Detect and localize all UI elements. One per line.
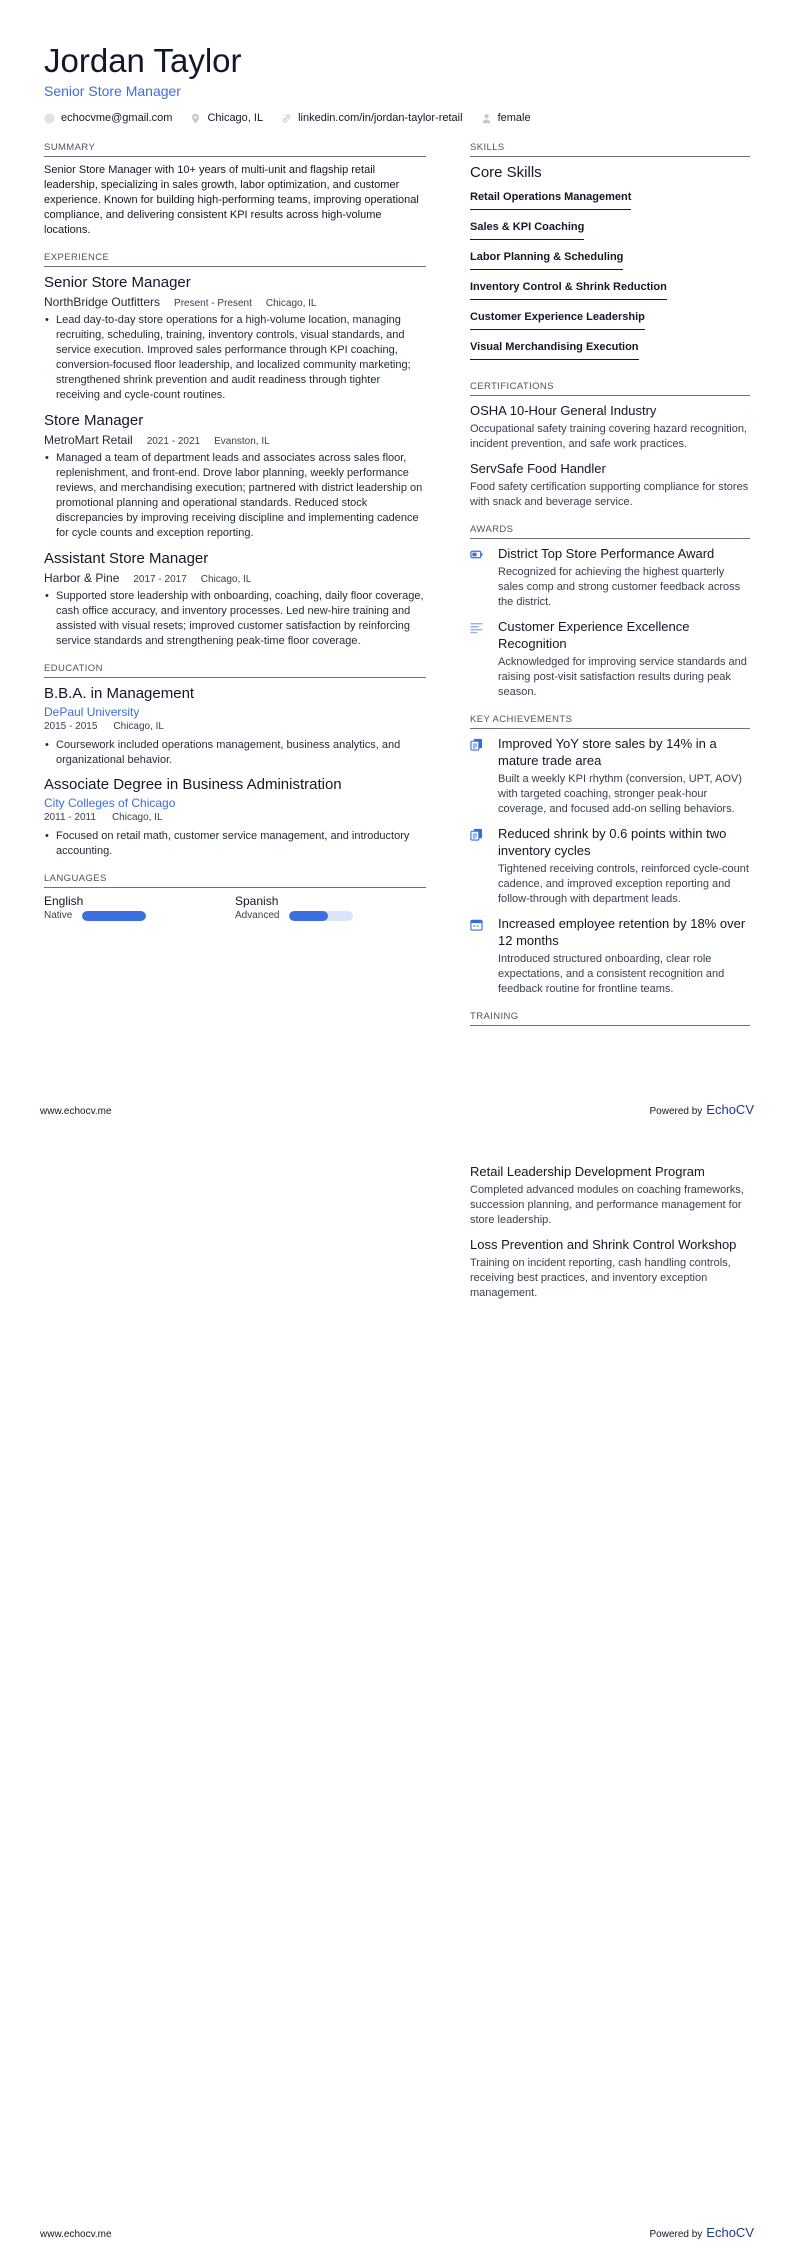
job-company: Harbor & Pine: [44, 571, 120, 585]
award-item: [470, 545, 750, 610]
job-date-separator: -: [211, 298, 215, 309]
job-entry: [44, 273, 426, 403]
skill-item: Labor Planning & Scheduling: [470, 250, 623, 270]
footer-brand[interactable]: EchoCV: [706, 1102, 754, 1117]
job-bullets: [44, 589, 426, 649]
education-degree: Associate Degree in Business Administration: [44, 776, 342, 793]
education-title: EDUCATION: [44, 663, 426, 678]
languages-section: [44, 873, 426, 921]
job-bullet: • Supported store leadership with onboarding, coaching, daily floor coverage, cash office accuracy, and inventory processes. Led new-hire training and assisted with visual resets; improved customer satisfaction by reinforcing service standards and strengthening peak-time floor coverage.: [56, 589, 426, 649]
job-entry: [44, 549, 426, 649]
resume-page-2: [0, 1123, 794, 2246]
contact-email-text: echocvme@gmail.com: [61, 112, 173, 124]
training-desc: Training on incident reporting, cash handling controls, receiving best practices, and inventory exception management.: [470, 1257, 731, 1299]
summary-title: SUMMARY: [44, 142, 426, 157]
language-list: [44, 894, 426, 921]
achievements-title: KEY ACHIEVEMENTS: [470, 714, 750, 729]
achievement-desc: Built a weekly KPI rhythm (conversion, UPT, AOV) with targeted coaching, stronger peak-hour coverage, and focused add-on selling behaviors.: [498, 773, 742, 815]
language-proficiency-bar: [82, 911, 146, 921]
training-item: [470, 1163, 750, 1228]
achievement-desc: Tightened receiving controls, reinforced cycle-count cadence, and improved exception reporting and follow-through with department leads.: [498, 863, 749, 905]
education-end: 2011: [74, 812, 96, 823]
contact-gender: [481, 112, 531, 124]
skills-heading: Core Skills: [470, 164, 542, 181]
job-start: 2017: [133, 574, 156, 585]
job-title: Senior Store Manager: [44, 274, 191, 291]
training-name: Retail Leadership Development Program: [470, 1164, 705, 1179]
job-title: Assistant Store Manager: [44, 550, 209, 567]
skills-section: [470, 142, 750, 367]
language-proficiency-fill: [82, 911, 146, 921]
education-entry: [44, 775, 426, 859]
footer-powered: [649, 2225, 754, 2240]
email-icon: [44, 113, 55, 124]
right-column: [470, 142, 750, 1040]
language-level: Advanced: [235, 910, 280, 921]
summary-section: [44, 142, 426, 238]
language-proficiency-bar: [289, 911, 353, 921]
language-name: Spanish: [235, 894, 279, 908]
language-row: [235, 910, 426, 921]
job-location: Chicago, IL: [265, 298, 317, 309]
job-location: Evanston, IL: [214, 436, 270, 447]
certification-name: ServSafe Food Handler: [470, 461, 606, 476]
language-item: [235, 894, 426, 921]
job-end: 2021: [177, 436, 201, 447]
job-company: NorthBridge Outfitters: [44, 295, 161, 309]
certification-name: OSHA 10-Hour General Industry: [470, 403, 657, 418]
language-proficiency-fill: [289, 911, 327, 921]
education-school: DePaul University: [44, 705, 140, 719]
achievement-desc: Introduced structured onboarding, clear role expectations, and a consistent recognition and feedback routine for frontline teams.: [498, 953, 725, 995]
battery-icon: [470, 545, 488, 610]
contact-list: [44, 112, 754, 124]
skill-item: Visual Merchandising Execution: [470, 340, 639, 360]
job-company: MetroMart Retail: [44, 433, 133, 447]
job-meta: [44, 433, 426, 447]
job-meta: [44, 295, 426, 309]
achievement-item: [470, 735, 750, 817]
education-bullets: [44, 829, 426, 859]
award-title: Customer Experience Excellence Recognition: [498, 619, 690, 651]
language-row: [44, 910, 235, 921]
education-dates: [44, 720, 97, 734]
skill-item: Customer Experience Leadership: [470, 310, 645, 330]
job-bullet: • Lead day-to-day store operations for a high-volume location, managing recruiting, scheduling, training, inventory controls, visual standards, and service execution. Improved sales performance through KPI coaching, conversion-focused floor leadership, and localized community marketing; strengthened shrink prevention and audit readiness through tighter receiving and cycle-count routines.: [56, 313, 426, 403]
align-lines-icon: [470, 618, 488, 700]
language-name: English: [44, 894, 84, 908]
job-bullet: • Managed a team of department leads and associates across sales floor, replenishment, and front-end. Drove labor planning, weekly performance reviews, and merchandising execution; partnered with district leadership on promotional planning and operational standards. Reduced stock discrepancies by improving receiving discipline and implementing cadence for cycle counts and exception reporting.: [56, 451, 426, 541]
job-date-separator: -: [158, 574, 162, 585]
award-desc: Recognized for achieving the highest quarterly sales comp and strong customer feedback across the district.: [498, 566, 741, 608]
education-date-separator: -: [69, 721, 73, 732]
education-date-separator: -: [68, 812, 72, 823]
education-location: Chicago, IL: [113, 721, 164, 732]
calendar-icon: [470, 915, 488, 997]
certification-item: [470, 402, 750, 452]
job-dates: [147, 436, 200, 447]
skills-title: SKILLS: [470, 142, 750, 157]
education-start: 2011: [44, 812, 66, 823]
job-bullets: [44, 313, 426, 403]
job-bullets: [44, 451, 426, 541]
training-section: [470, 1011, 750, 1026]
training-name: Loss Prevention and Shrink Control Workshop: [470, 1237, 737, 1252]
job-dates: [174, 298, 252, 309]
job-meta: [44, 571, 426, 585]
achievement-title: Improved YoY store sales by 14% in a mature trade area: [498, 736, 717, 768]
experience-section: [44, 252, 426, 649]
training-desc: Completed advanced modules on coaching frameworks, succession planning, and performance management for store leadership.: [470, 1184, 744, 1226]
page-footer: [40, 2225, 754, 2240]
award-item: [470, 618, 750, 700]
certification-desc: Food safety certification supporting compliance for stores with snack and beverage service.: [470, 481, 749, 508]
achievement-title: Reduced shrink by 0.6 points within two inventory cycles: [498, 826, 727, 858]
footer-brand[interactable]: EchoCV: [706, 2225, 754, 2240]
certifications-section: [470, 381, 750, 510]
summary-text: Senior Store Manager with 10+ years of multi-unit and flagship retail leadership, specializing in sales growth, labor optimization, and customer experience. Known for building high-performing teams, improving operational compliance, and delivering consistent KPI results across high-volume locations.: [44, 164, 419, 236]
right-column-continued: [470, 1163, 750, 1309]
education-meta: [44, 811, 426, 825]
skill-item: Retail Operations Management: [470, 190, 631, 210]
contact-email[interactable]: [44, 112, 172, 124]
education-entry: [44, 684, 426, 768]
job-entry: [44, 411, 426, 541]
language-level: Native: [44, 910, 73, 921]
job-title: Store Manager: [44, 412, 144, 429]
experience-title: EXPERIENCE: [44, 252, 426, 267]
left-column: [44, 142, 426, 935]
contact-location: [190, 112, 263, 124]
awards-title: AWARDS: [470, 524, 750, 539]
job-start: 2021: [146, 436, 169, 447]
job-start: Present: [174, 298, 209, 309]
education-meta: [44, 720, 426, 734]
contact-location-text: Chicago, IL: [207, 112, 264, 124]
award-desc: Acknowledged for improving service standards and raising post-visit satisfaction results during peak season.: [498, 656, 747, 698]
copy-doc-icon: [470, 735, 488, 817]
achievements-section: [470, 714, 750, 997]
certification-desc: Occupational safety training covering hazard recognition, incident prevention, and safe work practices.: [470, 423, 747, 450]
location-pin-icon: [190, 113, 201, 124]
training-title: TRAINING: [470, 1011, 750, 1026]
skill-item: Inventory Control & Shrink Reduction: [470, 280, 667, 300]
skill-item: Sales & KPI Coaching: [470, 220, 584, 240]
education-dates: [44, 811, 96, 825]
person-icon: [481, 113, 492, 124]
education-bullet: • Coursework included operations management, business analytics, and organizational behavior.: [56, 738, 426, 768]
footer-powered-text: Powered by: [649, 1106, 703, 1117]
job-end: 2017: [164, 574, 187, 585]
education-degree: B.B.A. in Management: [44, 685, 195, 702]
achievement-item: [470, 915, 750, 997]
education-end: 2015: [75, 721, 98, 732]
education-start: 2015: [44, 721, 67, 732]
education-location: Chicago, IL: [111, 812, 163, 823]
copy-doc-icon: [470, 825, 488, 907]
certifications-title: CERTIFICATIONS: [470, 381, 750, 396]
training-item: [470, 1236, 750, 1301]
award-title: District Top Store Performance Award: [498, 546, 715, 561]
contact-linkedin-text: linkedin.com/in/jordan-taylor-retail: [298, 112, 463, 124]
achievement-item: [470, 825, 750, 907]
job-location: Chicago, IL: [200, 574, 252, 585]
candidate-name: Jordan Taylor: [44, 42, 242, 79]
education-bullets: [44, 738, 426, 768]
education-school: City Colleges of Chicago: [44, 796, 176, 810]
candidate-role: Senior Store Manager: [44, 83, 181, 99]
page-footer: [40, 1102, 754, 1117]
link-icon: [281, 113, 292, 124]
contact-linkedin[interactable]: [281, 112, 462, 124]
education-bullet: • Focused on retail math, customer service management, and introductory accounting.: [56, 829, 426, 859]
contact-gender-text: female: [497, 112, 531, 124]
achievement-title: Increased employee retention by 18% over 12 months: [498, 916, 746, 948]
education-section: [44, 663, 426, 859]
languages-title: LANGUAGES: [44, 873, 426, 888]
awards-section: [470, 524, 750, 700]
certification-item: [470, 460, 750, 510]
footer-powered: [649, 1102, 754, 1117]
job-end: Present: [217, 298, 252, 309]
footer-site-link[interactable]: www.echocv.me: [40, 2229, 112, 2240]
footer-powered-text: Powered by: [649, 2229, 703, 2240]
language-item: [44, 894, 235, 921]
job-date-separator: -: [171, 436, 176, 447]
resume-header: [44, 40, 754, 124]
footer-site-link[interactable]: www.echocv.me: [40, 1106, 112, 1117]
job-dates: [133, 574, 186, 585]
